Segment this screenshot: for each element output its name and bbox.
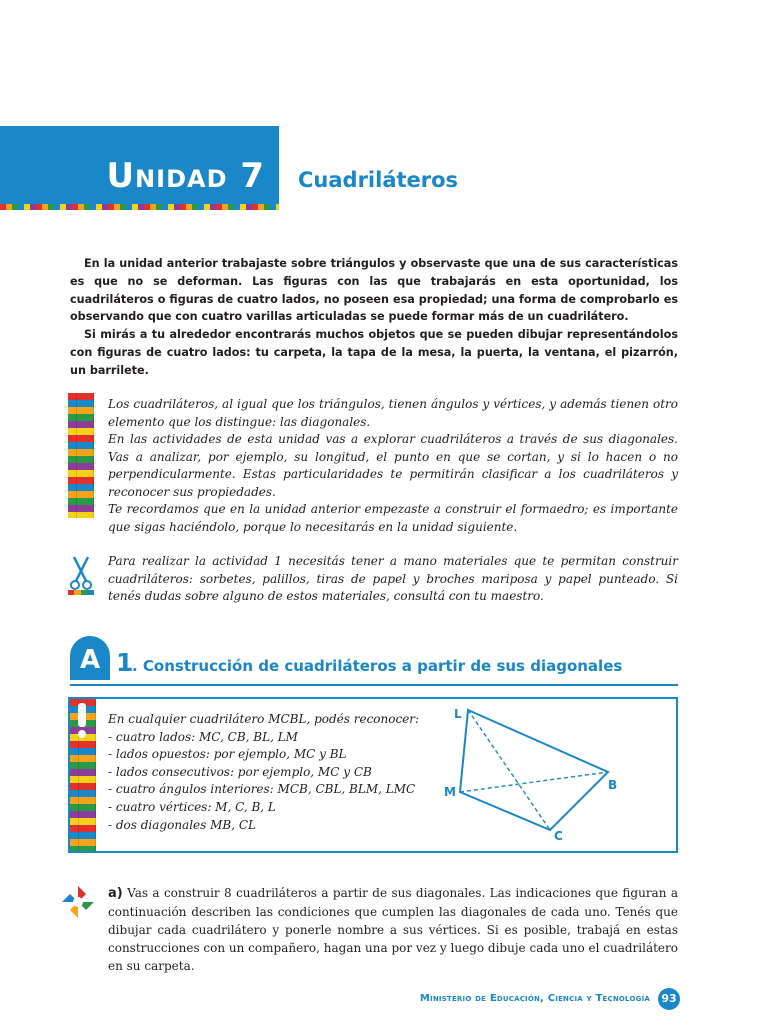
unit-title: Unidad 7	[106, 156, 265, 196]
intro-paragraph-1: En la unidad anterior trabajaste sobre triángulos y observaste que una de sus características es que no se deforman. Las figuras con las que trabajarás en esta oportunidad, los cuadriláteros o figuras de cuatro lados, no poseen esa propiedad; una forma de comprobarlo es observando que con cuatro varillas articuladas se puede formar más de un cuadrilátero.	[70, 257, 678, 324]
scissors-icon	[68, 555, 94, 595]
note-1-line-3: Te recordamos que en la unidad anterior empezaste a construir el formaedro; es importante que sigas haciéndolo, porque lo necesitarás en la unidad siguiente.	[108, 502, 678, 534]
info-list-item: - lados consecutivos: por ejemplo, MC y CB	[108, 764, 372, 779]
section-rule	[70, 684, 678, 686]
note-2	[108, 553, 678, 606]
unit-banner	[0, 126, 279, 204]
page-number: 93	[658, 988, 680, 1010]
note-1	[108, 396, 678, 536]
info-list-item: - cuatro ángulos interiores: MCB, CBL, BLM, LMC	[108, 782, 416, 797]
section-heading: . Construcción de cuadriláteros a partir de sus diagonales	[132, 657, 623, 675]
intro-paragraph-2: Si mirás a tu alrededor encontrarás muchos objetos que se pueden dibujar representándolos con figuras de cuatro lados: tu carpeta, la tapa de la mesa, la puerta, la ventana, el pizarrón, un barrilete.	[70, 328, 678, 377]
vertex-label-m: M	[444, 785, 456, 799]
activity-text: Vas a construir 8 cuadriláteros a partir de sus diagonales. Las indicaciones que figuran a continuación describen las condiciones que cumplen las diagonales de cada uno. Tenés que dibujar cada cuadrilátero y ponerle nombre a sus vértices. Si es posible, trabajá en estas construcciones con un compañero, hagan una por vez y luego dibuje cada uno el cuadrilátero en su carpeta.	[108, 886, 678, 973]
info-list-item: - cuatro vértices: M, C, B, L	[108, 799, 276, 814]
chapter-title: Cuadriláteros	[298, 168, 459, 192]
footer-ministry: Ministerio de Educación, Ciencia y Tecnología	[419, 993, 650, 1004]
note-1-decoration	[68, 393, 94, 518]
quadrilateral-diagram	[440, 700, 630, 845]
section-badge: A	[70, 636, 110, 680]
info-list-item: - cuatro lados: MC, CB, BL, LM	[108, 729, 298, 744]
banner-color-strip	[0, 204, 279, 210]
note-1-line-1: Los cuadriláteros, al igual que los triángulos, tienen ángulos y vértices, y además tienen otro elemento que los distingue: las diagonales.	[108, 397, 678, 429]
vertex-label-b: B	[608, 778, 618, 792]
activity-label: a)	[108, 886, 123, 901]
info-list-item: - lados opuestos: por ejemplo, MC y BL	[108, 747, 347, 762]
activity-a	[108, 884, 678, 975]
diagonal-mb	[460, 772, 608, 792]
info-list	[108, 711, 420, 834]
info-list-item: - dos diagonales MB, CL	[108, 817, 257, 832]
exclamation-icon	[74, 703, 90, 739]
section-number: 1	[116, 648, 134, 677]
puzzle-icon	[60, 884, 96, 920]
note-1-line-2: En las actividades de esta unidad vas a explorar cuadriláteros a través de sus diagonales. Vas a analizar, por ejemplo, su longitud, el punto en que se cortan, y si lo hacen o no perpendicularmente. Estas particularidades te permitirán clasificar a los cuadriláteros y reconocer sus propiedades.	[108, 432, 678, 499]
vertex-label-l: L	[454, 707, 462, 721]
vertex-label-c: C	[554, 829, 563, 843]
note-2-text: Para realizar la actividad 1 necesitás tener a mano materiales que te permitan construir cuadriláteros: sorbetes, palillos, tiras de papel y broches mariposa y papel punteado. Si tenés dudas sobre alguno de estos materiales, consultá con tu maestro.	[108, 554, 678, 603]
quadrilateral-outline	[460, 710, 608, 830]
intro-text	[70, 255, 678, 380]
info-list-item: En cualquier cuadrilátero MCBL, podés reconocer:	[108, 712, 420, 726]
